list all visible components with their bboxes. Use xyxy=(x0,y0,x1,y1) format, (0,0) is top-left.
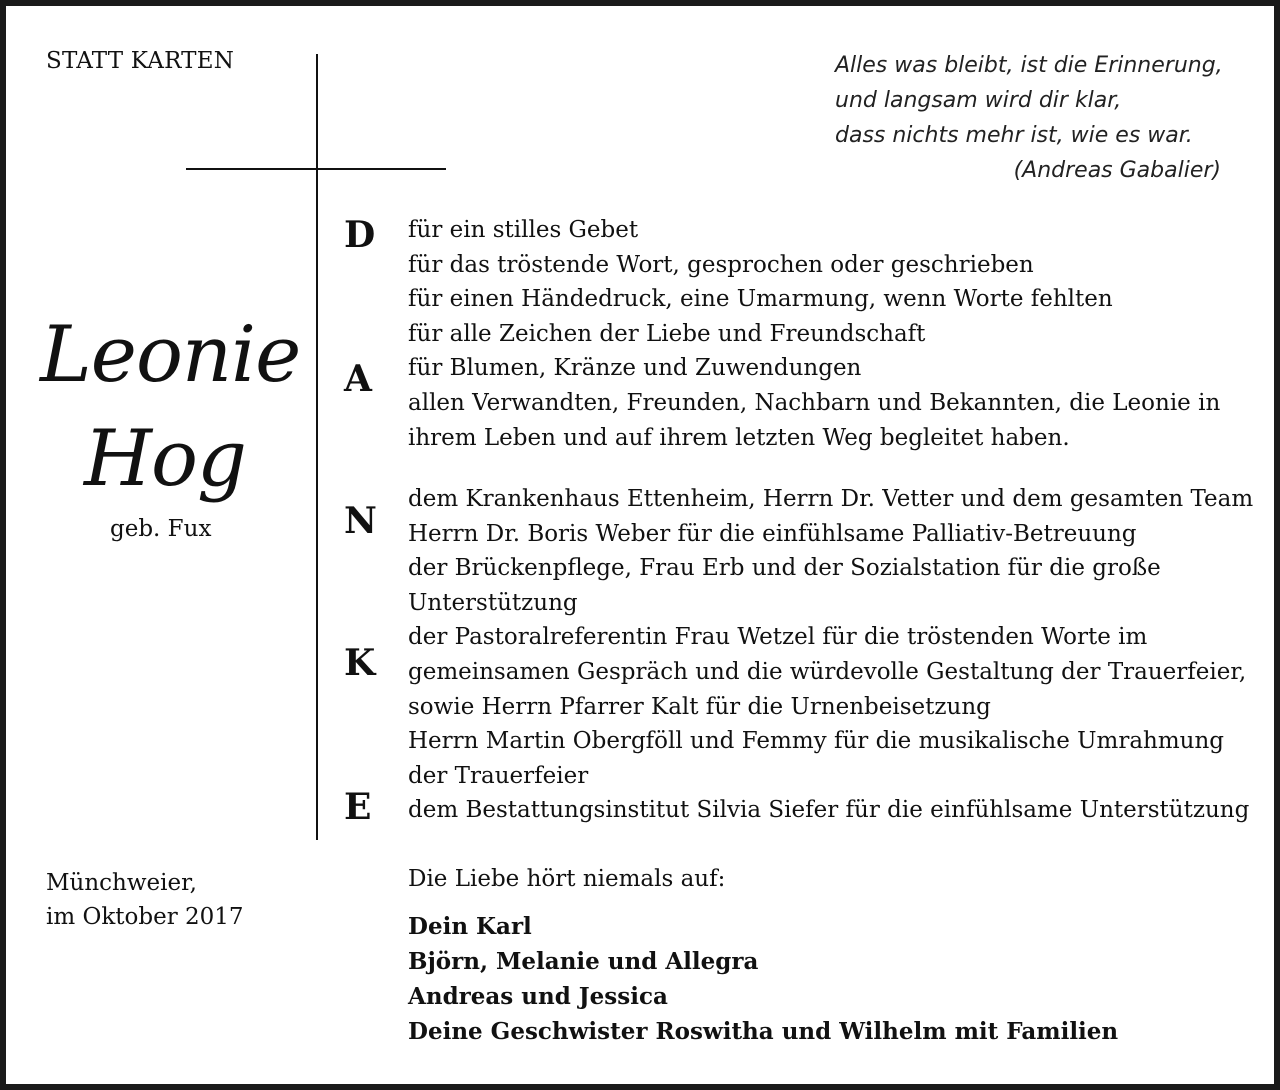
danke-letter-a: A xyxy=(344,358,372,400)
thanks-line: für Blumen, Kränze und Zuwendungen xyxy=(408,355,862,382)
thanks-line: dem Krankenhaus Ettenheim, Herrn Dr. Vetter und dem gesamten Team xyxy=(408,486,1254,512)
thanks-line: Herrn Dr. Boris Weber für die einfühlsame Palliativ-Betreuung xyxy=(408,520,1137,547)
quote-author: (Andreas Gabalier) xyxy=(1013,158,1221,183)
family-signatures xyxy=(408,909,1118,1049)
deceased-first-name: Leonie xyxy=(40,310,301,400)
place-date xyxy=(46,866,244,934)
cross-vertical-bar xyxy=(316,54,318,840)
thanks-line: für alle Zeichen der Liebe und Freundschaft xyxy=(408,320,926,347)
quote-line: dass nichts mehr ist, wie es war. xyxy=(835,123,1193,148)
statt-karten-label: STATT KARTEN xyxy=(46,48,235,74)
danke-letter-d: D xyxy=(344,214,376,256)
thanks-line: für ein stilles Gebet xyxy=(408,217,639,243)
cross-horizontal-bar xyxy=(186,168,446,170)
place: Münchweier, xyxy=(46,870,197,896)
thanks-line: der Brückenpflege, Frau Erb und der Sozialstation für die große xyxy=(408,555,1161,582)
family-line: Dein Karl xyxy=(408,913,532,940)
danke-letter-e: E xyxy=(344,786,372,828)
quote xyxy=(835,48,1221,188)
quote-line: Alles was bleibt, ist die Erinnerung, xyxy=(835,53,1223,78)
thanks-line: allen Verwandten, Freunden, Nachbarn und Bekannten, die Leonie in xyxy=(408,389,1221,416)
birth-name: geb. Fux xyxy=(110,516,212,542)
danke-letter-k: K xyxy=(344,642,376,684)
thanks-line: der Pastoralreferentin Frau Wetzel für die tröstenden Worte im xyxy=(408,624,1148,651)
thanks-block-2 xyxy=(408,482,1253,828)
thanks-line: dem Bestattungsinstitut Silvia Siefer für die einfühlsame Unterstützung xyxy=(408,797,1250,824)
thanks-block-1 xyxy=(408,213,1220,455)
date: im Oktober 2017 xyxy=(46,904,244,930)
thanks-line: Herrn Martin Obergföll und Femmy für die musikalische Umrahmung xyxy=(408,728,1225,755)
family-line: Björn, Melanie und Allegra xyxy=(408,948,759,975)
thanks-line: für das tröstende Wort, gesprochen oder geschrieben xyxy=(408,251,1034,278)
thanks-line: für einen Händedruck, eine Umarmung, wenn Worte fehlten xyxy=(408,286,1113,313)
thanks-line: ihrem Leben und auf ihrem letzten Weg begleitet haben. xyxy=(408,424,1070,451)
deceased-last-name: Hog xyxy=(84,414,246,504)
family-line: Deine Geschwister Roswitha und Wilhelm mit Familien xyxy=(408,1018,1119,1045)
quote-line: und langsam wird dir klar, xyxy=(835,88,1122,113)
closing-line: Die Liebe hört niemals auf: xyxy=(408,866,726,892)
family-line: Andreas und Jessica xyxy=(408,983,668,1010)
danke-letter-n: N xyxy=(344,500,377,542)
thanks-line: Unterstützung xyxy=(408,589,578,616)
thanks-line: gemeinsamen Gespräch und die würdevolle Gestaltung der Trauerfeier, xyxy=(408,658,1247,685)
thanks-line: sowie Herrn Pfarrer Kalt für die Urnenbeisetzung xyxy=(408,693,991,720)
thanks-line: der Trauerfeier xyxy=(408,762,589,789)
